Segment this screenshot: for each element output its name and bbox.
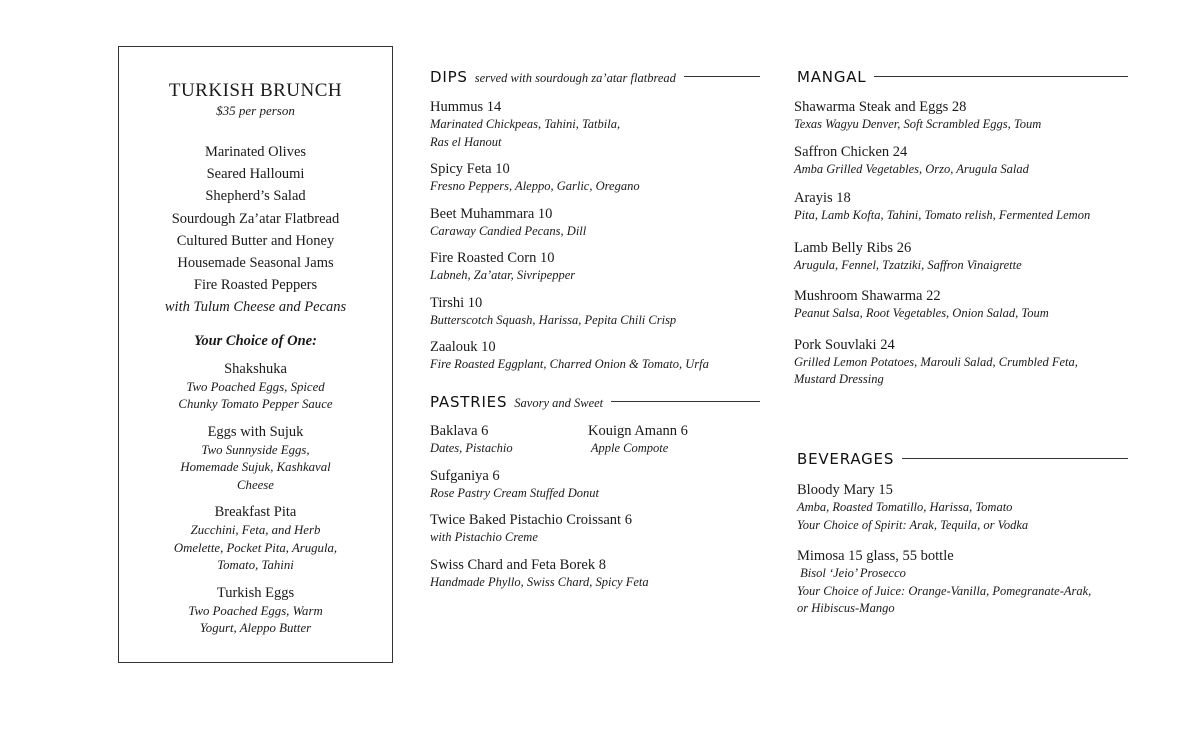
brunch-title: TURKISH BRUNCH (168, 80, 343, 101)
menu-item-pair (430, 422, 760, 458)
section-title: BEVERAGES (797, 450, 895, 468)
section-title: DIPS (430, 68, 468, 86)
section-rule (684, 76, 760, 77)
beverages-header (797, 450, 1128, 468)
beverages-section (797, 450, 1128, 618)
item-desc: Peanut Salsa, Root Vegetables, Onion Salad, Toum (794, 306, 1049, 320)
choice-desc: Homemade Sujuk, Kashkaval (180, 460, 331, 475)
item-name: Twice Baked Pistachio Croissant 6 (430, 512, 632, 528)
course-item: Marinated Olives (204, 144, 307, 160)
item-desc: or Hibiscus-Mango (797, 601, 895, 615)
item-desc: Rose Pastry Cream Stuffed Donut (430, 485, 599, 500)
section-rule (874, 76, 1128, 77)
item-name: Swiss Chard and Feta Borek 8 (430, 556, 606, 573)
menu-item (430, 249, 760, 285)
menu-item (430, 422, 588, 458)
choice-desc: Omelette, Pocket Pita, Arugula, (173, 540, 338, 555)
brunch-price: $35 per person (216, 103, 295, 118)
item-name: Fire Roasted Corn 10 (430, 250, 555, 266)
course-item: Sourdough Za’atar Flatbread (171, 210, 340, 227)
menu-item (794, 239, 1128, 275)
section-title: MANGAL (797, 68, 867, 86)
menu-item (797, 481, 1128, 534)
item-desc: Amba Grilled Vegetables, Orzo, Arugula Salad (794, 161, 1029, 176)
item-desc: Amba, Roasted Tomatillo, Harissa, Tomato (797, 500, 1013, 514)
item-name: Lamb Belly Ribs 26 (794, 239, 912, 256)
item-name: Shawarma Steak and Eggs 28 (794, 99, 967, 115)
menu-item (430, 294, 760, 330)
item-desc: Caraway Candied Pecans, Dill (430, 223, 587, 238)
pastries-header (430, 393, 760, 411)
item-desc: Ras el Hanout (430, 134, 502, 149)
menu-item (588, 422, 746, 458)
item-name: Bloody Mary 15 (797, 482, 893, 498)
course-note: with Tulum Cheese and Pecans (164, 299, 347, 316)
item-name: Mushroom Shawarma 22 (794, 288, 941, 304)
mangal-header (797, 68, 1128, 86)
choice-name: Breakfast Pita (214, 504, 297, 521)
dips-header (430, 68, 760, 86)
course-item: Seared Halloumi (206, 166, 305, 183)
item-desc: Fresno Peppers, Aleppo, Garlic, Oregano (430, 179, 640, 193)
menu-item (430, 338, 760, 374)
item-name: Beet Muhammara 10 (430, 205, 553, 222)
item-name: Pork Souvlaki 24 (794, 336, 895, 353)
section-subtitle: served with sourdough za’atar flatbread (474, 71, 676, 85)
section-rule (902, 458, 1128, 459)
course-item: Shepherd’s Salad (205, 188, 306, 205)
section-subtitle: Savory and Sweet (514, 396, 604, 410)
item-desc: Apple Compote (588, 441, 669, 455)
pastries-section (430, 393, 760, 591)
item-desc: Butterscotch Squash, Harissa, Pepita Chili Crisp (430, 312, 677, 327)
item-name: Kouign Amann 6 (588, 423, 688, 439)
choice-name: Eggs with Sujuk (207, 423, 304, 440)
brunch-choice (119, 423, 392, 495)
item-name: Hummus 14 (430, 99, 502, 115)
brunch-choice (119, 360, 392, 414)
item-name: Sufganiya 6 (430, 467, 500, 484)
item-desc: Labneh, Za’atar, Sivripepper (430, 268, 576, 282)
menu-item (430, 98, 760, 151)
menu-item (794, 336, 1128, 389)
choice-desc: Two Poached Eggs, Spiced (186, 379, 325, 394)
section-title: PASTRIES (430, 393, 508, 411)
item-desc: Grilled Lemon Potatoes, Marouli Salad, Crumbled Feta, (794, 354, 1078, 369)
menu-item (430, 160, 760, 196)
brunch-choice (119, 503, 392, 575)
choice-name: Shakshuka (224, 360, 287, 377)
item-desc: Mustard Dressing (794, 372, 884, 386)
item-desc: Pita, Lamb Kofta, Tahini, Tomato relish, Fermented Lemon (794, 208, 1091, 222)
choice-name: Turkish Eggs (216, 584, 295, 601)
choice-desc: Tomato, Tahini (217, 558, 294, 573)
course-item: Cultured Butter and Honey (176, 232, 335, 249)
item-name: Baklava 6 (430, 423, 489, 439)
menu-item (430, 511, 760, 547)
item-desc: Bisol ‘Jeio’ Prosecco (797, 566, 906, 580)
menu-item (430, 467, 760, 503)
menu-item (430, 556, 760, 592)
item-desc: Handmade Phyllo, Swiss Chard, Spicy Feta (430, 574, 649, 589)
brunch-panel (118, 46, 393, 663)
item-desc: Your Choice of Juice: Orange-Vanilla, Pomegranate-Arak, (797, 583, 1092, 598)
item-name: Tirshi 10 (430, 294, 483, 311)
menu-item (794, 287, 1128, 323)
menu-item (797, 547, 1128, 618)
choice-desc: Cheese (237, 477, 274, 492)
menu-item (794, 143, 1128, 179)
menu-item (794, 98, 1128, 134)
item-desc: Your Choice of Spirit: Arak, Tequila, or Vodka (797, 517, 1029, 532)
choice-desc: Zucchini, Feta, and Herb (190, 523, 321, 538)
dips-section (430, 68, 760, 374)
item-name: Saffron Chicken 24 (794, 143, 908, 160)
item-desc: Texas Wagyu Denver, Soft Scrambled Eggs, Toum (794, 117, 1042, 131)
section-rule (611, 401, 760, 402)
item-name: Spicy Feta 10 (430, 161, 510, 177)
item-desc: Arugula, Fennel, Tzatziki, Saffron Vinaigrette (794, 257, 1022, 272)
choice-desc: Two Sunnyside Eggs, (201, 442, 310, 457)
choice-desc: Chunky Tomato Pepper Sauce (178, 397, 333, 412)
choice-heading: Your Choice of One: (194, 332, 317, 349)
item-desc: with Pistachio Creme (430, 530, 538, 544)
item-desc: Marinated Chickpeas, Tahini, Tatbila, (430, 117, 621, 131)
item-desc: Dates, Pistachio (430, 441, 513, 455)
course-item: Fire Roasted Peppers (193, 277, 318, 294)
brunch-course-list (119, 141, 392, 319)
menu-item (794, 189, 1128, 225)
menu-item (430, 205, 760, 241)
item-name: Mimosa 15 glass, 55 bottle (797, 548, 954, 564)
item-name: Arayis 18 (794, 190, 851, 206)
item-name: Zaalouk 10 (430, 339, 496, 355)
brunch-choice (119, 584, 392, 638)
course-item: Housemade Seasonal Jams (177, 255, 334, 272)
item-desc: Fire Roasted Eggplant, Charred Onion & Tomato, Urfa (430, 357, 709, 371)
choice-desc: Two Poached Eggs, Warm (188, 603, 323, 618)
mangal-section (794, 68, 1128, 389)
choice-desc: Yogurt, Aleppo Butter (199, 621, 312, 636)
